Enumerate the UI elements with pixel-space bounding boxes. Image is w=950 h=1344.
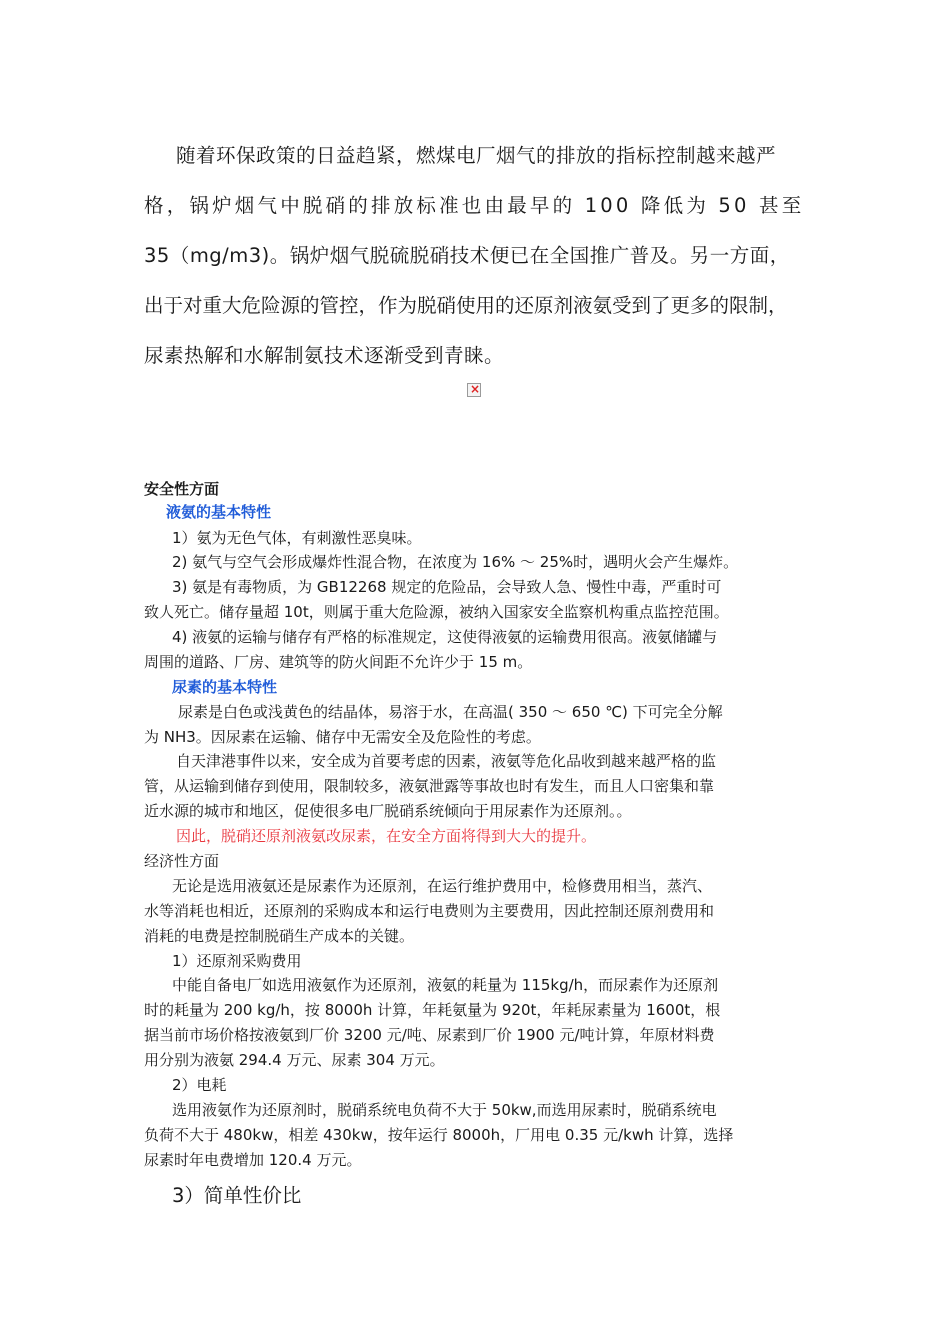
ammonia-line-5: 4) 液氨的运输与储存有严格的标准规定，这使得液氨的运输费用很高。液氨储罐与 xyxy=(172,628,718,646)
broken-image-glyph: × xyxy=(470,382,481,396)
item1-line-4: 用分别为液氨 294.4 万元、尿素 304 万元。 xyxy=(144,1051,445,1069)
item1-heading: 1）还原剂采购费用 xyxy=(172,952,302,970)
item2-heading: 2）电耗 xyxy=(172,1076,227,1094)
intro-line-4: 出于对重大危险源的管控，作为脱硝使用的还原剂液氨受到了更多的限制， xyxy=(144,294,788,317)
intro-line-1: 随着环保政策的日益趋紧，燃煤电厂烟气的排放的指标控制越来越严 xyxy=(176,144,777,167)
urea-line-5: 近水源的城市和地区，促使很多电厂脱硝系统倾向于用尿素作为还原剂。。 xyxy=(144,802,632,820)
ammonia-line-2: 2) 氨气与空气会形成爆炸性混合物，在浓度为 16% ～ 25%时，遇明火会产生爆炸。 xyxy=(172,553,739,571)
item1-line-3: 据当前市场价格按液氨到厂价 3200 元/吨、尿素到厂价 1900 元/吨计算，年原材料费 xyxy=(144,1026,715,1044)
economy-heading: 经济性方面 xyxy=(144,852,220,870)
urea-line-3: 自天津港事件以来，安全成为首要考虑的因素，液氨等危化品收到越来越严格的监 xyxy=(176,752,717,770)
urea-heading: 尿素的基本特性 xyxy=(172,678,278,696)
item1-line-2: 时的耗量为 200 kg/h，按 8000h 计算，年耗氨量为 920t，年耗尿素量为 1600t，根 xyxy=(144,1001,721,1019)
economy-intro-line-3: 消耗的电费是控制脱硝生产成本的关键。 xyxy=(144,927,415,945)
urea-line-2: 为 NH3。因尿素在运输、储存中无需安全及危险性的考虑。 xyxy=(144,728,541,746)
item3-heading: 3）简单性价比 xyxy=(172,1184,302,1207)
item2-line-3: 尿素时年电费增加 120.4 万元。 xyxy=(144,1151,362,1169)
ammonia-line-1: 1）氨为无色气体，有刺激性恶臭味。 xyxy=(172,529,422,547)
item1-line-1: 中能自备电厂如选用液氨作为还原剂，液氨的耗量为 115kg/h，而尿素作为还原剂 xyxy=(172,976,719,994)
intro-line-3: 35（mg/m3)。锅炉烟气脱硫脱硝技术便已在全国推广普及。另一方面， xyxy=(144,244,790,267)
safety-heading: 安全性方面 xyxy=(144,480,220,498)
broken-image-icon xyxy=(467,383,481,397)
urea-line-1: 尿素是白色或浅黄色的结晶体，易溶于水，在高温( 350 ～ 650 ℃) 下可完全分解 xyxy=(178,703,723,721)
ammonia-heading: 液氨的基本特性 xyxy=(166,503,272,521)
ammonia-line-4: 致人死亡。储存量超 10t，则属于重大危险源，被纳入国家安全监察机构重点监控范围。 xyxy=(144,603,729,621)
ammonia-line-3: 3) 氨是有毒物质，为 GB12268 规定的危险品，会导致人急、慢性中毒，严重时可 xyxy=(172,578,722,596)
safety-conclusion: 因此，脱硝还原剂液氨改尿素，在安全方面将得到大大的提升。 xyxy=(176,827,597,845)
intro-line-2: 格，锅炉烟气中脱硝的排放标准也由最早的 100 降低为 50 甚至 xyxy=(144,194,805,217)
urea-line-4: 管，从运输到储存到使用，限制较多，液氨泄露等事故也时有发生，而且人口密集和靠 xyxy=(144,777,715,795)
intro-line-5: 尿素热解和水解制氨技术逐渐受到青睐。 xyxy=(144,344,505,367)
economy-intro-line-2: 水等消耗也相近，还原剂的采购成本和运行电费则为主要费用，因此控制还原剂费用和 xyxy=(144,902,715,920)
economy-intro-line-1: 无论是选用液氨还是尿素作为还原剂，在运行维护费用中，检修费用相当，蒸汽、 xyxy=(172,877,713,895)
ammonia-line-6: 周围的道路、厂房、建筑等的防火间距不允许少于 15 m。 xyxy=(144,653,533,671)
item2-line-2: 负荷不大于 480kw，相差 430kw，按年运行 8000h，厂用电 0.35 元/kwh 计算，选择 xyxy=(144,1126,734,1144)
item2-line-1: 选用液氨作为还原剂时，脱硝系统电负荷不大于 50kw,而选用尿素时，脱硝系统电 xyxy=(172,1101,717,1119)
